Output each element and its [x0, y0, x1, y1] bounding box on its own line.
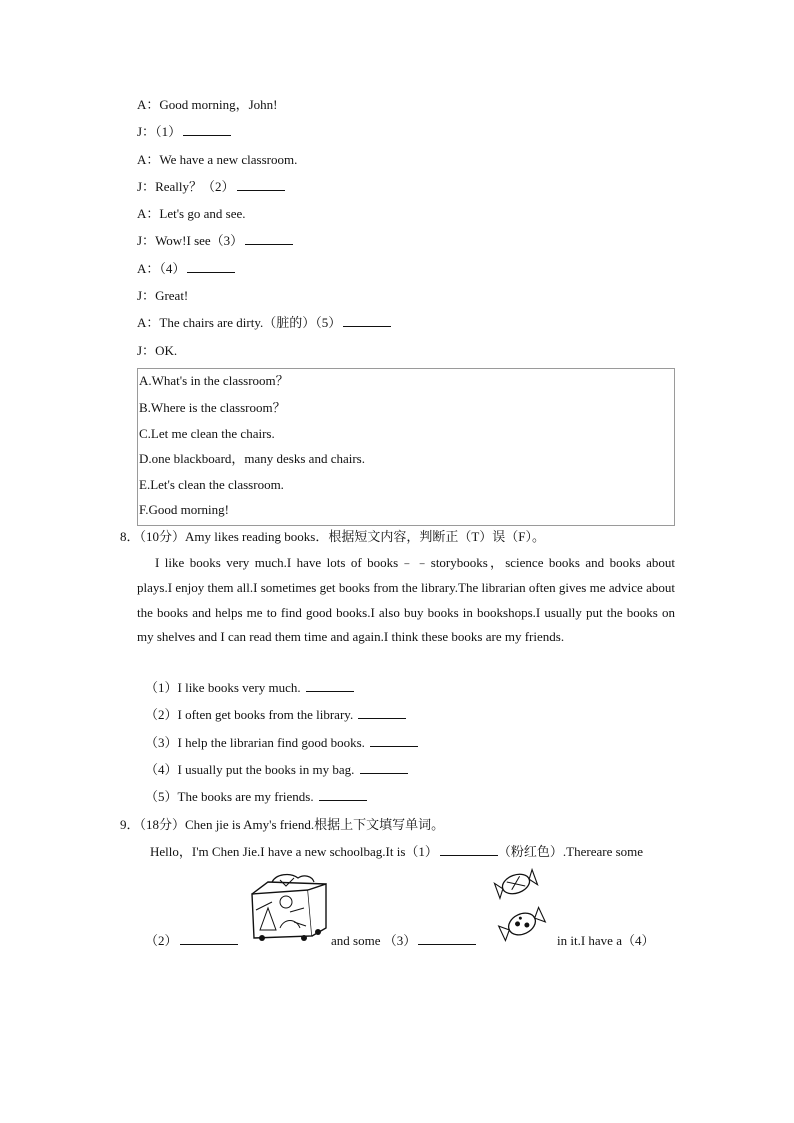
q9-text: （粉红色）.Thereare some — [497, 844, 644, 859]
q8-header: 8．（10分）Amy likes reading books．根据短文内容，判断正（T）误（F）。 — [120, 529, 546, 544]
q8-passage-text: I like books very much.I have lots of books﹣﹣storybooks，science books and books about plays.I enjoy them all.I sometimes get books from the library.The librarian often gives me advice about the books and helps me to find good books.I also buy books in bookshops.I usually put the books on my shelves and I can read them time and again.I think these books are my friends. — [137, 555, 675, 645]
q9-text: and some （3） — [331, 933, 417, 948]
q9-header: 9．（18分）Chen jie is Amy's friend.根据上下文填写单词。 — [120, 817, 445, 832]
speaker-label: J： — [137, 179, 156, 194]
dialogue-line — [137, 97, 277, 113]
speaker-label: A： — [137, 97, 160, 112]
dialogue-line — [137, 288, 188, 304]
dialogue-text: （1） — [155, 124, 182, 139]
q8-statement-1 — [145, 680, 354, 696]
dialogue-line — [137, 206, 245, 222]
speaker-label: A： — [137, 261, 160, 276]
option-c: C.Let me clean the chairs. — [139, 426, 275, 441]
q9-line-2a — [145, 933, 238, 949]
speaker-label: A： — [137, 206, 160, 221]
statement-text: （2）I often get books from the library. — [145, 707, 354, 722]
answer-blank[interactable] — [237, 179, 285, 191]
dialogue-line — [137, 124, 231, 140]
answer-blank[interactable] — [358, 707, 406, 719]
dialogue-text: Let's go and see. — [159, 206, 246, 221]
q9-line-2c: in it.I have a（4） — [557, 933, 655, 948]
q9-line-1 — [150, 844, 643, 860]
statement-text: （1）I like books very much. — [145, 680, 301, 695]
answer-blank[interactable] — [370, 735, 418, 747]
speaker-label: J： — [137, 288, 156, 303]
speaker-label: A： — [137, 152, 160, 167]
dialogue-text: Good morning，John! — [159, 97, 278, 112]
q8-passage — [137, 551, 675, 650]
speaker-label: A： — [137, 315, 160, 330]
option-f: F.Good morning! — [139, 502, 229, 517]
answer-blank[interactable] — [245, 233, 293, 245]
answer-blank-2[interactable] — [180, 933, 238, 945]
q8-statement-3 — [145, 735, 418, 751]
dialogue-text: （4） — [159, 261, 186, 276]
q8-statement-2 — [145, 707, 406, 723]
dialogue-text: Really？（2） — [155, 179, 235, 194]
options-box — [137, 368, 675, 526]
statement-text: （4）I usually put the books in my bag. — [145, 762, 355, 777]
dialogue-line — [137, 233, 293, 249]
speaker-label: J： — [137, 124, 156, 139]
answer-blank[interactable] — [360, 762, 408, 774]
speaker-label: J： — [137, 343, 156, 358]
toy-box-picture — [246, 872, 328, 942]
dialogue-text: The chairs are dirty.（脏的）（5） — [159, 315, 342, 330]
option-b: B.Where is the classroom？ — [139, 400, 286, 415]
dialogue-text: Wow!I see（3） — [155, 233, 244, 248]
answer-blank[interactable] — [319, 789, 367, 801]
q8-statement-5 — [145, 789, 367, 805]
option-e: E.Let's clean the classroom. — [139, 477, 284, 492]
statement-text: （3）I help the librarian find good books. — [145, 735, 365, 750]
answer-blank[interactable] — [306, 680, 354, 692]
dialogue-text: OK. — [155, 343, 178, 358]
dialogue-line — [137, 152, 297, 168]
dialogue-text: We have a new classroom. — [159, 152, 298, 167]
dialogue-line — [137, 343, 177, 359]
candy-picture — [494, 866, 550, 944]
answer-blank[interactable] — [187, 261, 235, 273]
option-a: A.What's in the classroom？ — [139, 373, 289, 388]
answer-blank[interactable] — [183, 124, 231, 136]
answer-blank-1[interactable] — [440, 844, 498, 856]
q9-text: Hello，I'm Chen Jie.I have a new schoolbag.It is（1） — [150, 844, 438, 859]
answer-blank-3[interactable] — [418, 933, 476, 945]
answer-blank[interactable] — [343, 315, 391, 327]
q9-line-2b — [331, 933, 476, 949]
q9-text: （2） — [145, 933, 178, 948]
dialogue-text: Great! — [155, 288, 189, 303]
dialogue-line — [137, 179, 285, 195]
speaker-label: J： — [137, 233, 156, 248]
dialogue-line — [137, 315, 391, 331]
dialogue-line — [137, 261, 235, 277]
option-d: D.one blackboard，many desks and chairs. — [139, 451, 365, 466]
q8-statement-4 — [145, 762, 408, 778]
statement-text: （5）The books are my friends. — [145, 789, 314, 804]
